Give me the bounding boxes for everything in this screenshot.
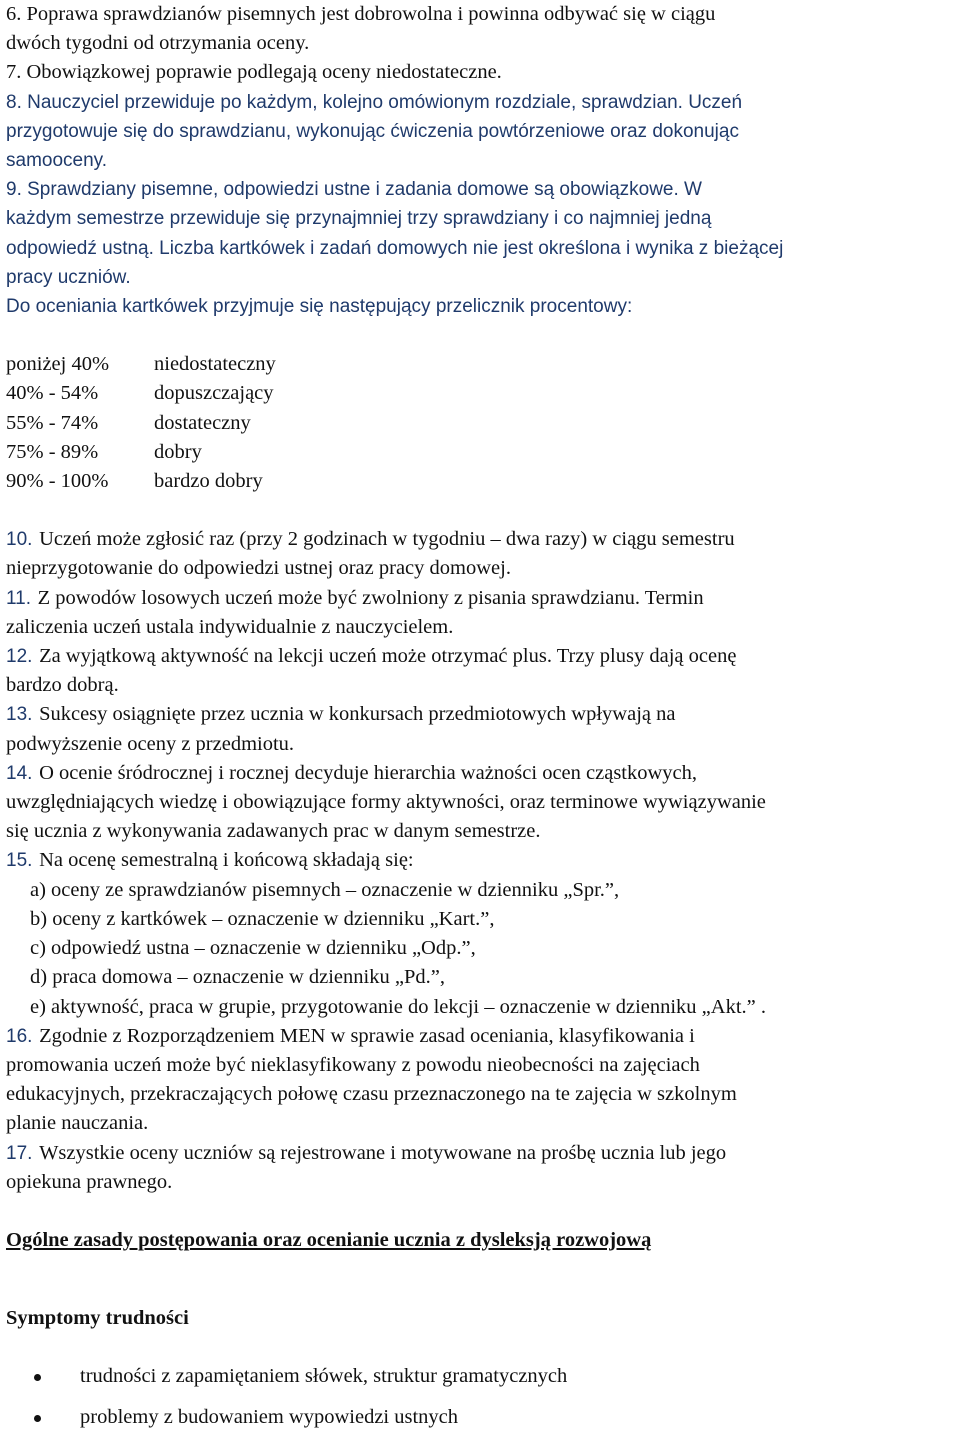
grade-name: dostateczny xyxy=(154,411,251,434)
symptom-text: trudności z zapamiętaniem słówek, struktur gramatycznych xyxy=(80,1365,568,1388)
spacer xyxy=(6,496,954,525)
grade-range: 75% - 89% xyxy=(6,440,99,463)
item-number: 11. xyxy=(6,587,32,609)
grade-name: dopuszczający xyxy=(154,382,274,405)
item-14 xyxy=(6,759,954,847)
item-6 xyxy=(6,0,954,58)
item-6-line-1: 6. Poprawa sprawdzianów pisemnych jest dobrowolna i powinna odbywać się w ciągu xyxy=(6,3,716,25)
item-10 xyxy=(6,525,954,583)
item-7-line-1: 7. Obowiązkowej poprawie podlegają oceny niedostateczne. xyxy=(6,61,502,84)
item-17-line-2: opiekuna prawnego. xyxy=(6,1170,173,1193)
item-14-line-2: uwzględniających wiedzę i obowiązujące formy aktywności, oraz terminowe wywiązywanie xyxy=(6,791,766,814)
symptom-text: problemy z budowaniem wypowiedzi ustnych xyxy=(80,1406,459,1429)
item-13-line-2: podwyższenie oceny z przedmiotu. xyxy=(6,732,295,755)
item-13-line-1: Sukcesy osiągnięte przez ucznia w konkursach przedmiotowych wpływają na xyxy=(39,703,676,726)
grade-name: dobry xyxy=(154,440,202,463)
item-6-line-2: dwóch tygodni od otrzymania oceny. xyxy=(6,32,310,55)
component-item: b) oceny z kartkówek – oznaczenie w dzienniku „Kart.”, xyxy=(30,907,495,930)
spacer xyxy=(6,321,954,350)
item-number: 14. xyxy=(6,762,33,784)
grade-range: 90% - 100% xyxy=(6,470,109,493)
item-9-line-3: odpowiedź ustną. Liczba kartkówek i zadań domowych nie jest określona i wynika z bieżącej xyxy=(6,237,784,259)
grade-row xyxy=(6,350,276,379)
component-item: c) odpowiedź ustna – oznaczenie w dzienniku „Odp.”, xyxy=(30,937,476,960)
item-12-line-1: Za wyjątkową aktywność na lekcji uczeń może otrzymać plus. Trzy plusy dają ocenę xyxy=(39,645,737,668)
symptoms-list xyxy=(6,1362,954,1432)
item-15 xyxy=(6,846,954,875)
spacer xyxy=(6,1284,954,1304)
item-14-line-1: O ocenie śródrocznej i rocznej decyduje hierarchia ważności ocen cząstkowych, xyxy=(39,761,698,784)
component-item: d) praca domowa – oznaczenie w dzienniku „Pd.”, xyxy=(30,966,445,989)
grade-row xyxy=(6,379,276,408)
item-12-line-2: bardzo dobrą. xyxy=(6,674,119,697)
item-16-line-1: Zgodnie z Rozporządzeniem MEN w sprawie zasad oceniania, klasyfikowania i xyxy=(39,1024,695,1047)
item-number: 13. xyxy=(6,704,33,726)
item-17-line-1: Wszystkie oceny uczniów są rejestrowane i motywowane na prośbę ucznia lub jego xyxy=(39,1141,727,1164)
item-11 xyxy=(6,584,954,642)
component-item: a) oceny ze sprawdzianów pisemnych – oznaczenie w dzienniku „Spr.”, xyxy=(30,878,620,901)
grade-name: niedostateczny xyxy=(154,353,276,376)
bullet-icon xyxy=(34,1374,41,1381)
item-16 xyxy=(6,1022,954,1139)
list-item xyxy=(6,1362,954,1391)
item-number: 12. xyxy=(6,646,33,668)
item-7 xyxy=(6,58,954,87)
item-8-line-2: przygotowuje się do sprawdzianu, wykonując ćwiczenia powtórzeniowe oraz dokonując xyxy=(6,120,739,142)
item-11-line-1: Z powodów losowych uczeń może być zwolniony z pisania sprawdzianu. Termin xyxy=(37,586,704,609)
grade-row xyxy=(6,409,276,438)
item-11-line-2: zaliczenia uczeń ustala indywidualnie z nauczycielem. xyxy=(6,615,454,638)
item-15-line-1: Na ocenę semestralną i końcową składają się: xyxy=(39,849,414,872)
item-10-line-2: nieprzygotowanie do odpowiedzi ustnej oraz pracy domowej. xyxy=(6,557,511,580)
spacer xyxy=(6,1333,954,1362)
item-10-line-1: Uczeń może zgłosić raz (przy 2 godzinach w tygodniu – dwa razy) w ciągu semestru xyxy=(39,528,735,551)
item-16-line-2: promowania uczeń może być nieklasyfikowany z powodu nieobecności na zajęciach xyxy=(6,1053,700,1076)
section-heading: Ogólne zasady postępowania oraz ocenianie ucznia z dysleksją rozwojową xyxy=(6,1228,652,1251)
item-number: 16. xyxy=(6,1025,33,1047)
item-8-line-1: 8. Nauczyciel przewiduje po każdym, kolejno omówionym rozdziale, sprawdzian. Uczeń xyxy=(6,91,743,113)
grade-row xyxy=(6,467,276,496)
subheading: Symptomy trudności xyxy=(6,1307,189,1330)
list-item xyxy=(6,1403,954,1432)
item-number: 15. xyxy=(6,850,33,872)
item-number: 17. xyxy=(6,1142,33,1164)
item-16-line-3: edukacyjnych, przekraczających połowę czasu przeznaczonego na te zajęcia w szkolnym xyxy=(6,1083,737,1106)
grade-name: bardzo dobry xyxy=(154,470,263,493)
item-17 xyxy=(6,1139,954,1197)
item-number: 10. xyxy=(6,529,33,551)
document-page xyxy=(6,0,954,1432)
item-8 xyxy=(6,88,954,176)
item-13 xyxy=(6,700,954,758)
grade-scale-table xyxy=(6,350,276,496)
item-9 xyxy=(6,175,954,292)
item-12 xyxy=(6,642,954,700)
grade-row xyxy=(6,438,276,467)
bullet-icon xyxy=(34,1415,41,1422)
item-9-line-1: 9. Sprawdziany pisemne, odpowiedzi ustne i zadania domowe są obowiązkowe. W xyxy=(6,179,702,201)
scale-intro: Do oceniania kartkówek przyjmuje się następujący przelicznik procentowy: xyxy=(6,296,633,318)
component-item: e) aktywność, praca w grupie, przygotowanie do lekcji – oznaczenie w dzienniku „Akt.” . xyxy=(30,995,767,1018)
grade-range: 40% - 54% xyxy=(6,382,99,405)
spacer xyxy=(6,1255,954,1284)
grade-components-list xyxy=(6,876,954,1022)
item-9-line-2: każdym semestrze przewiduje się przynajmniej trzy sprawdziany i co najmniej jedną xyxy=(6,208,712,230)
item-9-line-4: pracy uczniów. xyxy=(6,266,131,288)
item-8-line-3: samooceny. xyxy=(6,150,108,172)
item-16-line-4: planie nauczania. xyxy=(6,1112,149,1135)
spacer xyxy=(6,1197,954,1226)
item-14-line-3: się ucznia z wykonywania zadawanych prac w danym semestrze. xyxy=(6,820,541,843)
grade-range: poniżej 40% xyxy=(6,353,110,376)
grade-range: 55% - 74% xyxy=(6,411,99,434)
